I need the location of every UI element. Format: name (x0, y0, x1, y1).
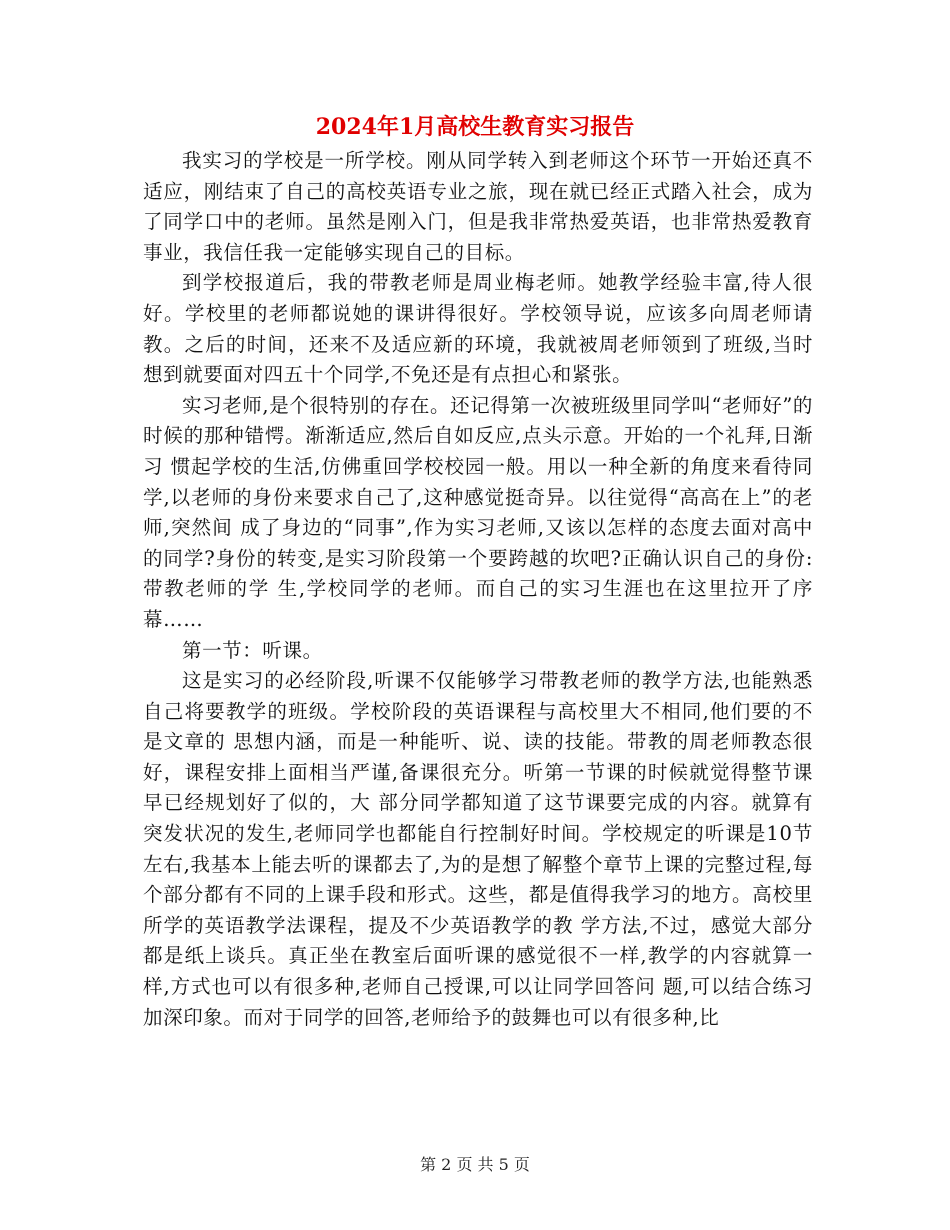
body-paragraph: 我实习的学校是一所学校。刚从同学转入到老师这个环节一开始还真不适应，刚结束了自己的高校英语专业之旅，现在就已经正式踏入社会，成为了同学口中的老师。虽然是刚入门，但是我非常热爱英语，也非常热爱教育事业，我信任我一定能够实现自己的目标。 (143, 149, 813, 264)
body-paragraph: 这是实习的必经阶段,听课不仅能够学习带教老师的教学方法,也能熟悉自己将要教学的班级。学校阶段的英语课程与高校里大不相同,他们要的不是文章的 思想内涵，而是一种能听、说、读的技能。带教的周老师教态很好，课程安排上面相当严谨,备课很充分。听第一节课的时候就觉得整节课早已经规划好了似的，大 部分同学都知道了这节课要完成的内容。就算有突发状况的发生,老师同学也都能自行控制好时间。学校规定的听课是10节左右,我基本上能去听的课都去了,为的是想了解整个章节上课的完整过程,每个部分都有不同的上课手段和形式。这些，都是值得我学习的地方。高校里所学的英语教学法课程，提及不少英语教学的教 学方法,不过，感觉大部分都是纸上谈兵。真正坐在教室后面听课的感觉很不一样,教学的内容就算一样,方式也可以有很多种,老师自己授课,可以让同学回答问 题,可以结合练习加深印象。而对于同学的回答,老师给予的鼓舞也可以有很多种,比 (143, 669, 813, 1029)
document-title: 2024年1月高校生教育实习报告 (315, 114, 635, 140)
document-body (143, 146, 813, 1033)
page-number-footer: 第 2 页 共 5 页 (420, 1155, 530, 1174)
body-paragraph: 到学校报道后，我的带教老师是周业梅老师。她教学经验丰富,待人很好。学校里的老师都说她的课讲得很好。学校领导说，应该多向周老师请教。之后的时间，还来不及适应新的环境，我就被周老师领到了班级,当时想到就要面对四五十个同学,不免还是有点担心和紧张。 (143, 271, 813, 387)
section-heading: 第一节：听课。 (182, 638, 323, 662)
body-paragraph: 实习老师,是个很特别的存在。还记得第一次被班级里同学叫“老师好”的时候的那种错愕。渐渐适应,然后自如反应,点头示意。开始的一个礼拜,日渐习 惯起学校的生活,仿佛重回学校校园一般。用以一种全新的角度来看待同学,以老师的身份来要求自己了,这种感觉挺奇异。以往觉得“高高在上”的老师,突然间 成了身边的“同事”,作为实习老师,又该以怎样的态度去面对高中的同学?身份的转变,是实习阶段第一个要跨越的坎吧?正确认识自己的身份:带教老师的学 生,学校同学的老师。而自己的实习生涯也在这里拉开了序幕…… (143, 393, 813, 631)
